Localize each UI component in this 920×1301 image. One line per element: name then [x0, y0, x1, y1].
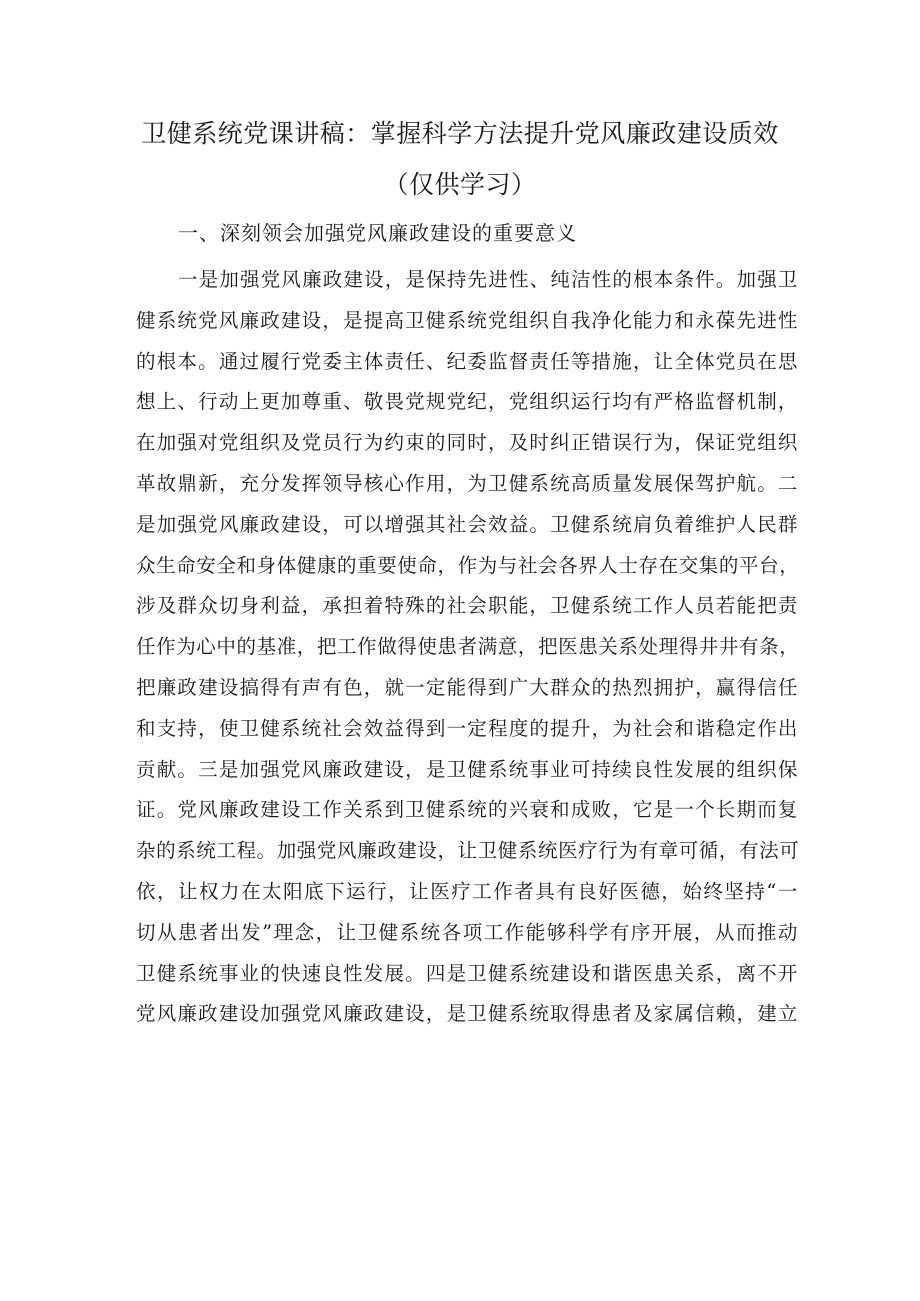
body-line: 贡献。三是加强党风廉政建设，是卫健系统事业可持续良性发展的组织保 — [136, 757, 798, 781]
body-line: 把廉政建设搞得有声有色，就一定能得到广大群众的热烈拥护，赢得信任 — [136, 675, 798, 699]
body-line: 的根本。通过履行党委主体责任、纪委监督责任等措施，让全体党员在思 — [136, 349, 798, 373]
body-line: 健系统党风廉政建设，是提高卫健系统党组织自我净化能力和永葆先进性 — [136, 308, 798, 332]
section-heading: 一、深刻领会加强党风廉政建设的重要意义 — [178, 221, 577, 245]
body-line: 党风廉政建设加强党风廉政建设，是卫健系统取得患者及家属信赖，建立 — [136, 1002, 798, 1026]
body-line: 在加强对党组织及党员行为约束的同时，及时纠正错误行为，保证党组织 — [136, 431, 798, 455]
body-line: 想上、行动上更加尊重、敬畏党规党纪，党组织运行均有严格监督机制， — [136, 390, 798, 414]
body-line: 涉及群众切身利益，承担着特殊的社会职能，卫健系统工作人员若能把责 — [136, 594, 798, 618]
body-line: 众生命安全和身体健康的重要使命，作为与社会各界人士存在交集的平台， — [136, 553, 800, 577]
body-line: 依，让权力在太阳底下运行，让医疗工作者具有良好医德，始终坚持“一 — [136, 879, 798, 903]
document-subtitle: （仅供学习） — [383, 170, 537, 199]
body-line: 切从患者出发”理念，让卫健系统各项工作能够科学有序开展，从而推动 — [136, 920, 798, 944]
body-line: 任作为心中的基准，把工作做得使患者满意，把医患关系处理得井井有条， — [136, 635, 800, 659]
body-line: 和支持，使卫健系统社会效益得到一定程度的提升，为社会和谐稳定作出 — [136, 716, 798, 740]
body-line: 卫健系统事业的快速良性发展。四是卫健系统建设和谐医患关系，离不开 — [136, 961, 798, 985]
body-line: 一是加强党风廉政建设，是保持先进性、纯洁性的根本条件。加强卫 — [178, 268, 798, 291]
body-line: 证。党风廉政建设工作关系到卫健系统的兴衰和成败，它是一个长期而复 — [136, 798, 798, 822]
body-paragraph — [136, 260, 798, 1035]
body-line: 是加强党风廉政建设，可以增强其社会效益。卫健系统肩负着维护人民群 — [136, 512, 798, 536]
body-line: 革故鼎新，充分发挥领导核心作用，为卫健系统高质量发展保驾护航。二 — [136, 471, 798, 495]
document-title: 卫健系统党课讲稿：掌握科学方法提升党风廉政建设质效 — [141, 119, 779, 148]
body-line: 杂的系统工程。加强党风廉政建设，让卫健系统医疗行为有章可循，有法可 — [136, 839, 800, 863]
